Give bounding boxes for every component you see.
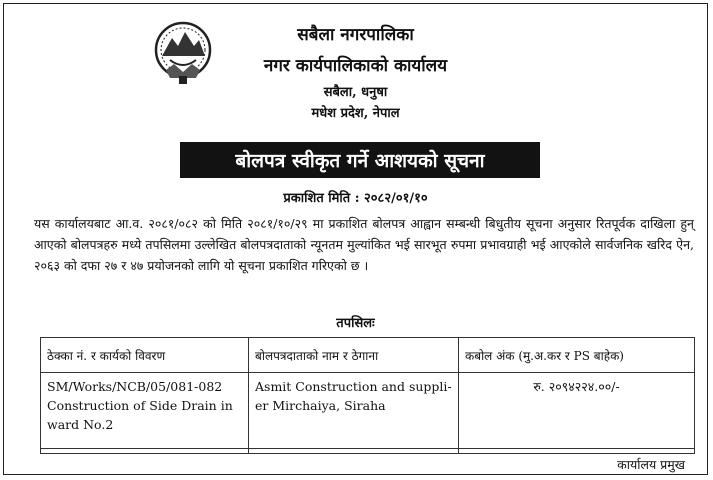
notice-page — [3, 3, 708, 475]
header-contract: ठेक्का नं. र कार्यको विवरण — [41, 338, 249, 373]
bidder-name: Asmit Construction and suppli- — [255, 379, 452, 394]
schedule-table — [40, 337, 695, 454]
contract-description: Construction of Side Drain in — [47, 398, 233, 413]
office-location: सबैला, धनुषा — [323, 85, 388, 100]
contract-cell — [41, 373, 249, 454]
table-row — [41, 373, 695, 454]
signature: कार्यालय प्रमुख — [617, 457, 685, 472]
header-amount: कबोल अंक (मु.अ.कर र PS बाहेक) — [459, 338, 695, 373]
office-name: नगर कार्यपालिकाको कार्यालय — [263, 56, 448, 76]
amount-cell: रु. २०९४२२४.००/- — [459, 373, 695, 454]
notice-body: यस कार्यालयबाट आ.व. २०८१/०८२ को मिति २०८१/१०/२९ मा प्रकाशित बोलपत्र आह्वान सम्बन्धी बिधुतीय सूचना अनुसार रितपूर्वक दाखिला हुन् आएको बोलपत्रहरु मध्ये तपसिलमा उल्लेखित बोलपत्रदाताको न्यूनतम मुल्यांकित भई सारभूत रुपमा प्रभावग्राही भई आएकोले सार्वजनिक खरिद ऐन, २०६३ को दफा २७ र ४७ प्रयोजनको लागि यो सूचना प्रकाशित गरिएको छ । — [34, 216, 694, 273]
bidder-address: er Mirchaiya, Siraha — [255, 398, 386, 413]
schedule-header-row — [41, 338, 695, 373]
office-province: मधेश प्रदेश, नेपाल — [311, 106, 400, 121]
schedule-title: तपसिलः — [336, 316, 375, 331]
notice-title-banner: बोलपत्र स्वीकृत गर्ने आशयको सूचना — [180, 142, 540, 178]
contract-number: SM/Works/NCB/05/081-082 — [47, 379, 223, 394]
published-date: प्रकाशित मिति : २०८२/०१/१० — [283, 191, 428, 206]
org-name: सबैला नगरपालिका — [297, 25, 414, 45]
header-bidder: बोलपत्रदाताको नाम र ठेगाना — [249, 338, 459, 373]
divider — [40, 448, 694, 449]
contract-description-cont: ward No.2 — [47, 417, 114, 432]
bidder-cell — [249, 373, 459, 454]
